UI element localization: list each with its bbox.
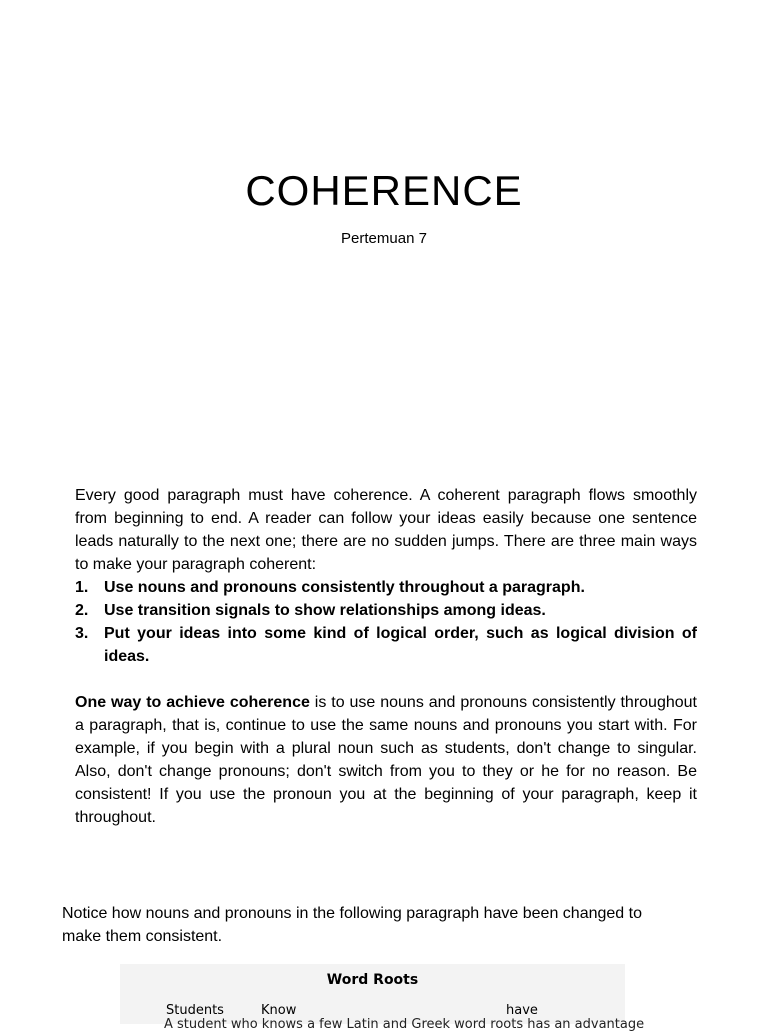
consistency-paragraph: [75, 691, 697, 829]
coherence-ways-list: [75, 576, 697, 668]
edit-have: have: [506, 1003, 538, 1018]
list-text: Use transition signals to show relationships among ideas.: [104, 602, 546, 619]
list-item: [75, 622, 697, 668]
word-roots-figure: [120, 964, 645, 1032]
notice-text: Notice how nouns and pronouns in the following paragraph have been changed to make them consistent.: [62, 905, 642, 945]
list-text: Put your ideas into some kind of logical order, such as logical division of ideas.: [104, 625, 697, 665]
paragraph-lead: One way to achieve coherence: [75, 694, 310, 711]
body-text: [75, 484, 697, 829]
figure-title: Word Roots: [326, 972, 419, 988]
list-text: Use nouns and pronouns consistently throughout a paragraph.: [104, 579, 585, 596]
list-number: 3.: [75, 625, 89, 642]
page-title: COHERENCE: [245, 167, 523, 214]
list-item: [75, 576, 697, 599]
paragraph-body: is to use nouns and pronouns consistently throughout a paragraph, that is, continue to use the same nouns and pronouns you start with. For example, if you begin with a plural noun such as students, don't change to singular. Also, don't change pronouns; don't switch from you to they or he for no reason. Be consistent! If you use the pronoun you at the beginning of your paragraph, keep it throughout.: [75, 694, 697, 826]
list-number: 2.: [75, 602, 89, 619]
intro-paragraph: Every good paragraph must have coherence. A coherent paragraph flows smoothly from beginning to end. A reader can follow your ideas easily because one sentence leads naturally to the next one; there are no sudden jumps. There are three main ways to make your paragraph coherent:: [75, 487, 697, 573]
edit-know: Know: [261, 1003, 297, 1018]
list-number: 1.: [75, 579, 89, 596]
edit-students: Students: [166, 1003, 224, 1018]
figure-sentence: A student who knows a few Latin and Greek word roots has an advantage: [164, 1017, 645, 1032]
list-item: [75, 599, 697, 622]
subtitle: Pertemuan 7: [341, 230, 427, 247]
